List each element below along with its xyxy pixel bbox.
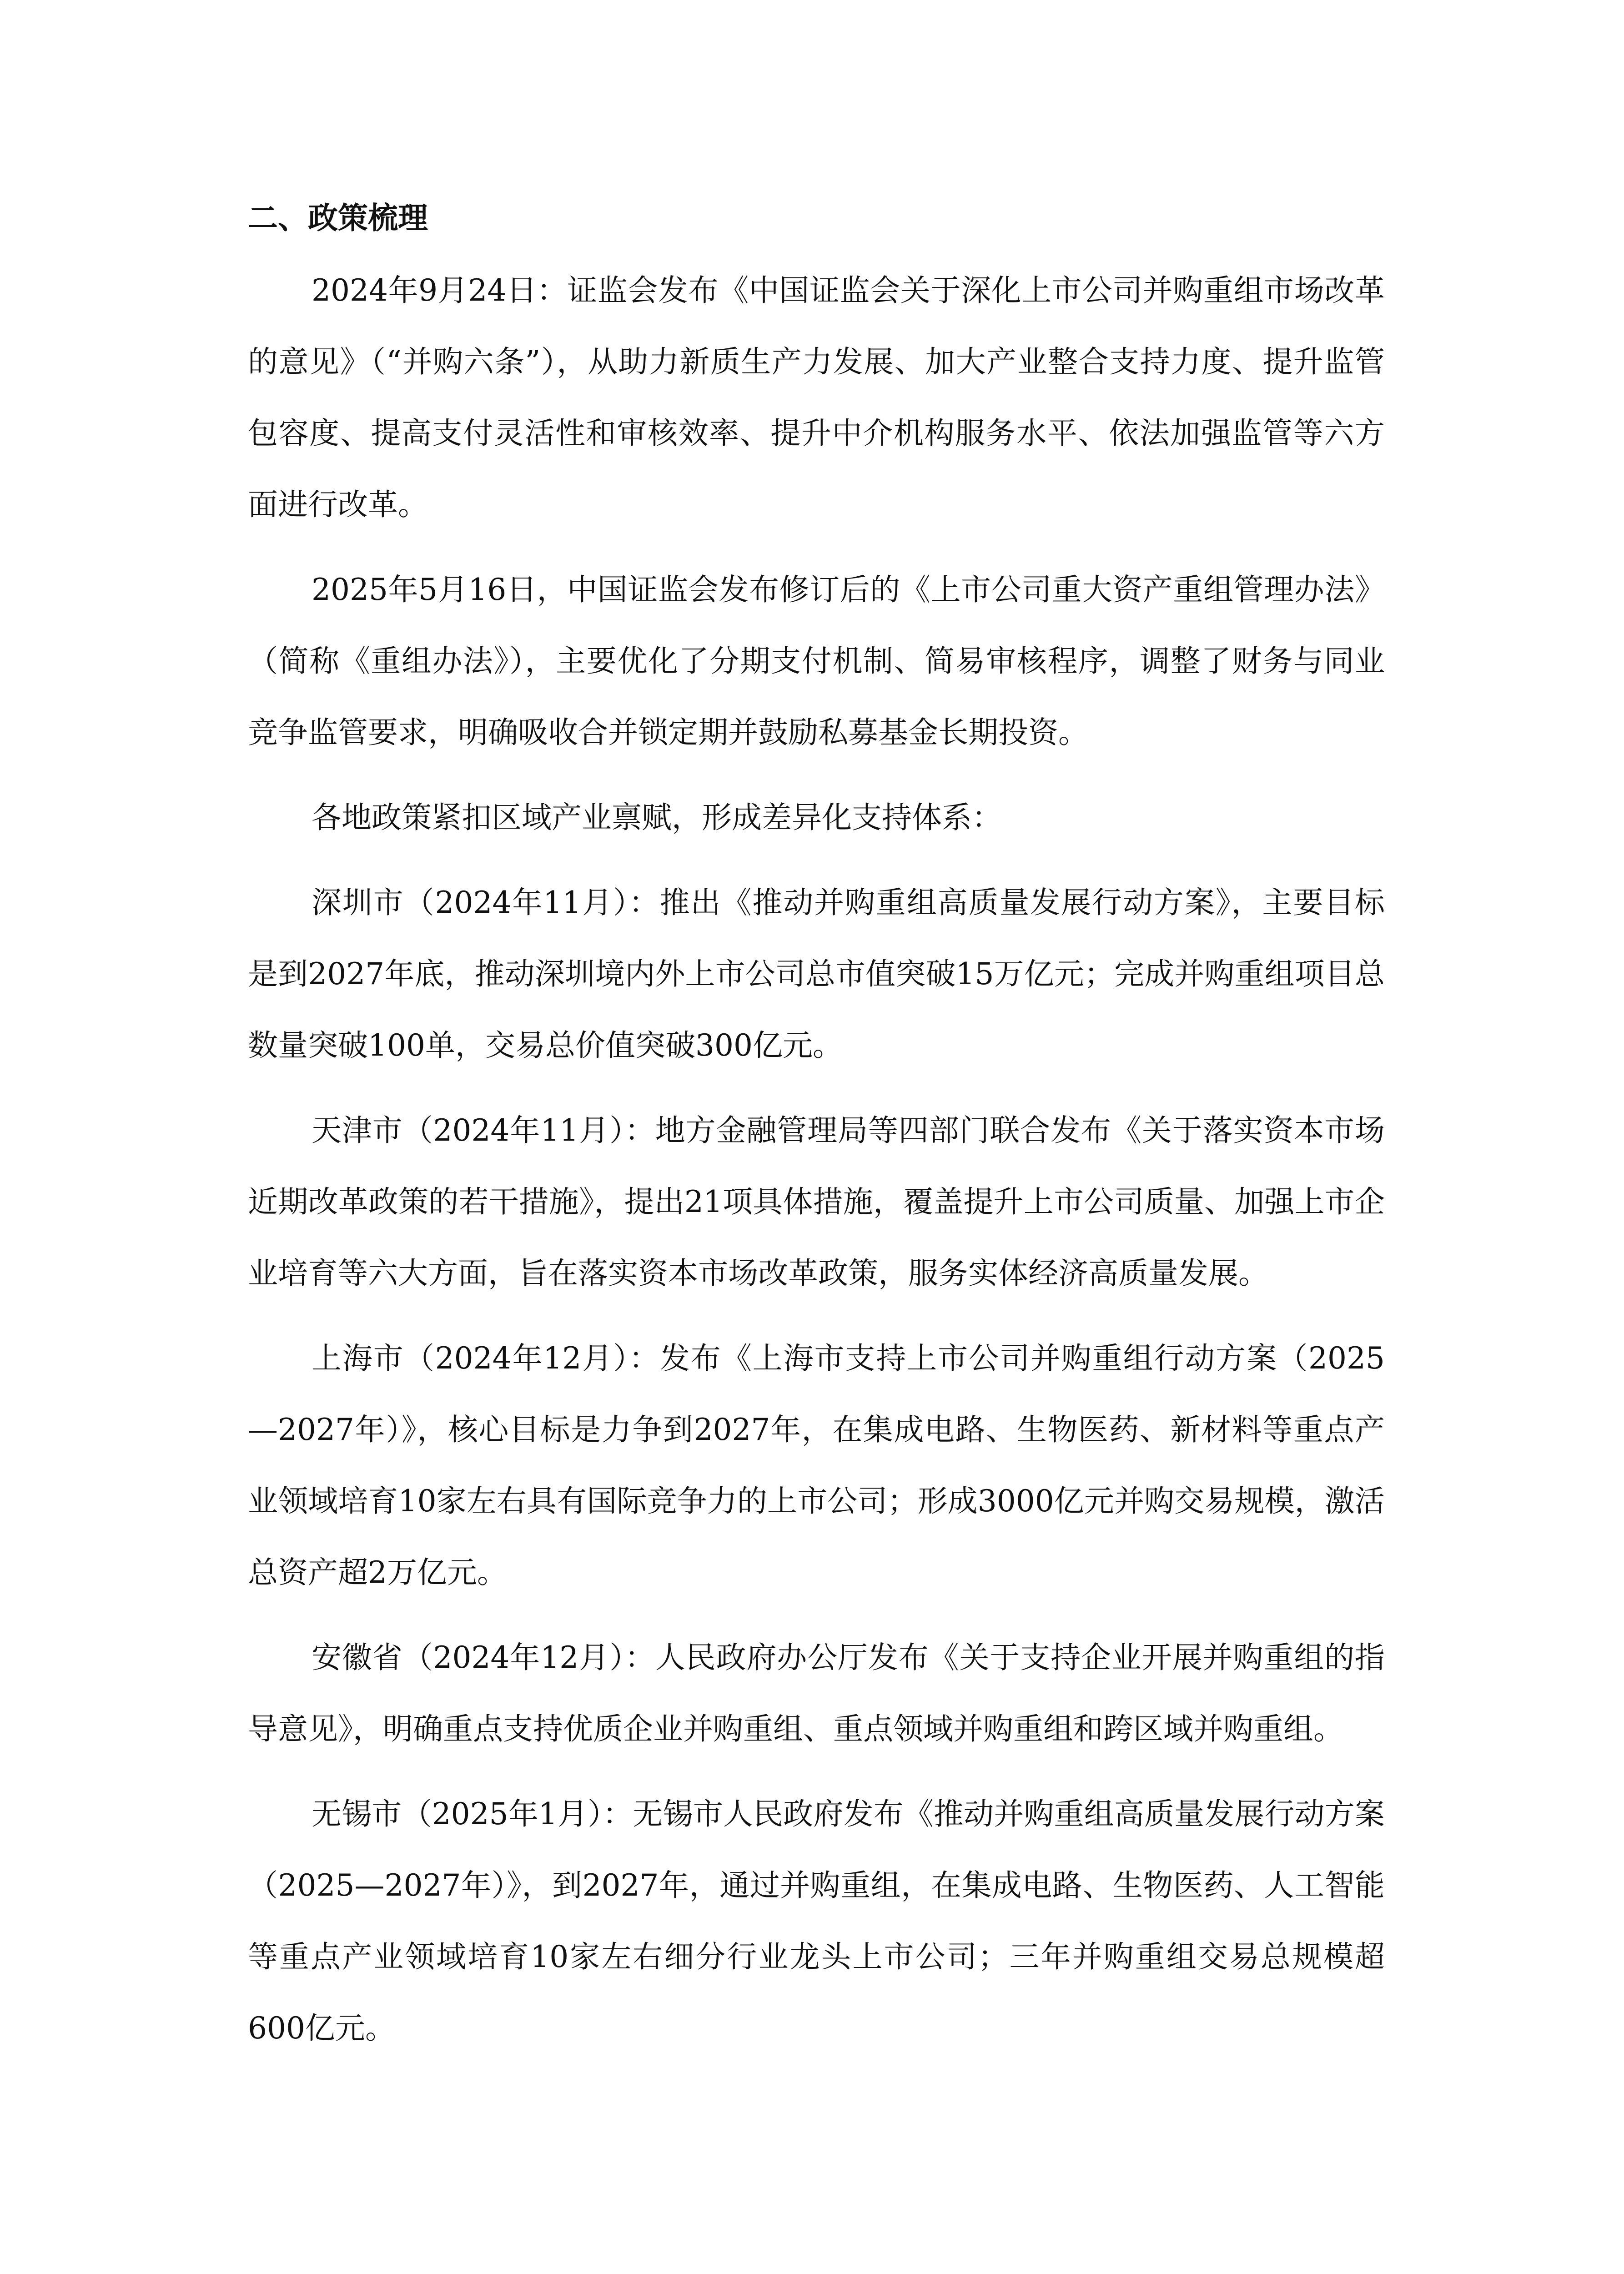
paragraph-anhui: 安徽省（2024年12月）：人民政府办公厅发布《关于支持企业开展并购重组的指导意见》，明确重点支持优质企业并购重组、重点领域并购重组和跨区域并购重组。 <box>248 1640 1385 1746</box>
paragraph-restructuring-rules: 2025年5月16日，中国证监会发布修订后的《上市公司重大资产重组管理办法》（简称《重组办法》），主要优化了分期支付机制、简易审核程序，调整了财务与同业竞争监管要求，明确吸收合并锁定期并鼓励私募基金长期投资。 <box>248 572 1385 750</box>
paragraph-regional-policies-intro: 各地政策紧扣区域产业禀赋，形成差异化支持体系： <box>312 800 1002 835</box>
paragraph-tianjin: 天津市（2024年11月）：地方金融管理局等四部门联合发布《关于落实资本市场近期改革政策的若干措施》，提出21项具体措施，覆盖提升上市公司质量、加强上市企业培育等六大方面，旨在落实资本市场改革政策，服务实体经济高质量发展。 <box>248 1113 1385 1291</box>
paragraph-shenzhen: 深圳市（2024年11月）：推出《推动并购重组高质量发展行动方案》，主要目标是到2027年底，推动深圳境内外上市公司总市值突破15万亿元；完成并购重组项目总数量突破100单，交易总价值突破300亿元。 <box>248 885 1385 1063</box>
paragraph-wuxi: 无锡市（2025年1月）：无锡市人民政府发布《推动并购重组高质量发展行动方案（2025—2027年）》，到2027年，通过并购重组，在集成电路、生物医药、人工智能等重点产业领域培育10家左右细分行业龙头上市公司；三年并购重组交易总规模超600亿元。 <box>248 1796 1385 2046</box>
paragraph-mna-six-measures: 2024年9月24日：证监会发布《中国证监会关于深化上市公司并购重组市场改革的意见》（“并购六条”），从助力新质生产力发展、加大产业整合支持力度、提升监管包容度、提高支付灵活性和审核效率、提升中介机构服务水平、依法加强监管等六方面进行改革。 <box>248 273 1385 522</box>
section-heading: 二、政策梳理 <box>248 201 428 236</box>
paragraph-shanghai: 上海市（2024年12月）：发布《上海市支持上市公司并购重组行动方案（2025—2027年）》，核心目标是力争到2027年，在集成电路、生物医药、新材料等重点产业领域培育10家左右具有国际竞争力的上市公司；形成3000亿元并购交易规模，激活总资产超2万亿元。 <box>248 1341 1385 1590</box>
document-page <box>248 191 1385 2078</box>
